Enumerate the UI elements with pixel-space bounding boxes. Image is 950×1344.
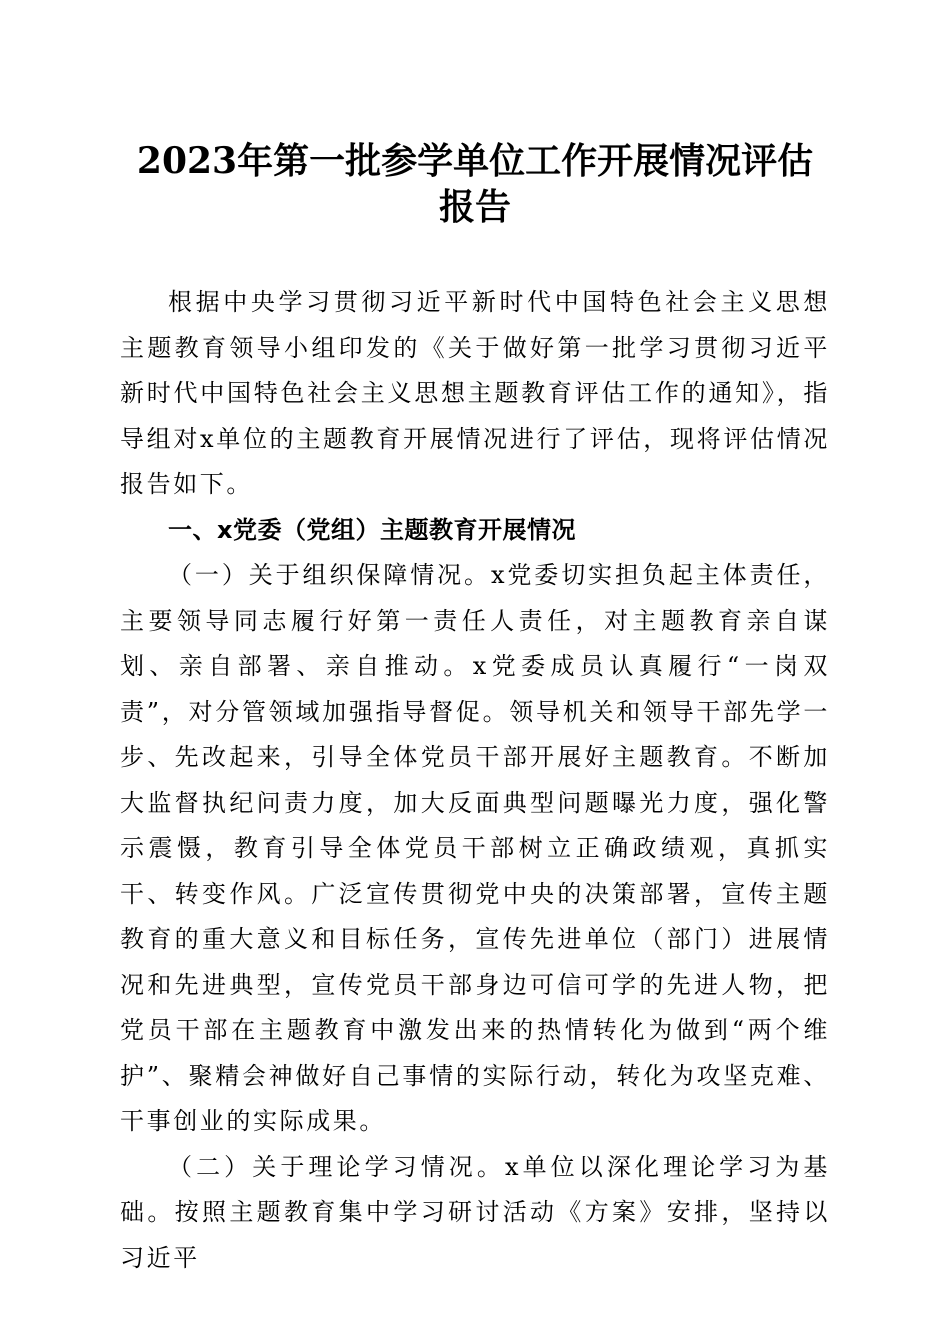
subsection-2-paragraph [120, 1145, 830, 1282]
intro-paragraph: 根据中央学习贯彻习近平新时代中国特色社会主义思想主题教育领导小组印发的《关于做好第一批学习贯彻习近平新时代中国特色社会主义思想主题教育评估工作的通知》，指导组对x单位的主题教育开展情况进行了评估，现将评估情况报告如下。 [120, 288, 830, 498]
document-title: 2023年第一批参学单位工作开展情况评估报告 [136, 140, 814, 228]
subsection-2-lead: （二）关于理论学习情况。 [168, 1152, 505, 1181]
subsection-1-text: x党委切实担负起主体责任，主要领导同志履行好第一责任人责任，对主题教育亲自谋划、亲自部署、亲自推动。x党委成员认真履行“一岗双责”，对分管领域加强指导督促。领导机关和领导干部先学一步、先改起来，引导全体党员干部开展好主题教育。不断加大监督执纪问责力度，加大反面典型问题曝光力度，强化警示震慑，教育引导全体党员干部树立正确政绩观，真抓实干、转变作风。广泛宣传贯彻党中央的决策部署，宣传主题教育的重大意义和目标任务，宣传先进单位（部门）进展情况和先进典型，宣传党员干部身边可信可学的先进人物，把党员干部在主题教育中激发出来的热情转化为做到“两个维护”、聚精会神做好自己事情的实际行动，转化为攻坚克难、干事创业的实际成果。 [120, 561, 830, 1135]
subsection-1-paragraph [120, 553, 830, 1145]
section-heading: 一、x党委（党组）主题教育开展情况 [168, 515, 576, 544]
subsection-1-lead: （一）关于组织保障情况。 [168, 561, 491, 589]
subsection-2-text: x单位以深化理论学习为基础。按照主题教育集中学习研讨活动《方案》安排，坚持以习近平 [120, 1152, 831, 1272]
document-body [120, 280, 830, 1281]
